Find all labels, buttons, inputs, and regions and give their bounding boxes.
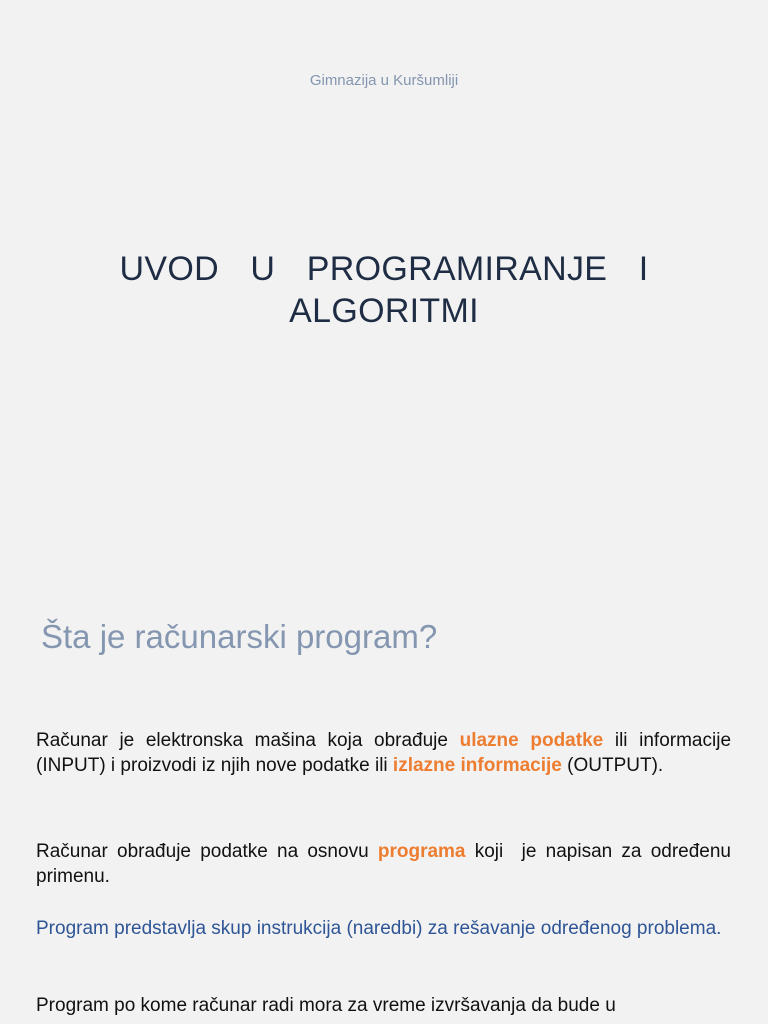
section-heading: Šta je računarski program?	[41, 618, 438, 655]
paragraph-program-definition: Program predstavlja skup instrukcija (naredbi) za rešavanje određenog problema.	[36, 918, 722, 939]
paragraph-program-basis	[36, 839, 737, 889]
school-name: Gimnazija u Kuršumliji	[309, 72, 459, 89]
page-title	[60, 248, 708, 332]
paragraph-text: Računar obrađuje podatke na osnovu	[36, 841, 378, 862]
paragraph-text: Računar je elektronska mašina koja obrađuje	[36, 730, 460, 751]
highlight-output-info: izlazne informacije	[392, 755, 562, 776]
title-line-2: ALGORITMI	[289, 292, 479, 330]
title-line-1: UVOD U PROGRAMIRANJE I	[119, 250, 649, 288]
paragraph-text: koji je napisan za određenu primenu.	[36, 841, 737, 887]
paragraph-input-output	[36, 728, 731, 778]
paragraph-text: ili informacije (INPUT) i proizvodi iz njih nove podatke ili	[36, 730, 732, 776]
highlight-program: programa	[377, 841, 466, 862]
highlight-input-data: ulazne podatke	[459, 730, 604, 751]
paragraph-text: (OUTPUT).	[561, 755, 664, 776]
paragraph-program-execution: Program po kome računar radi mora za vreme izvršavanja da bude u	[36, 995, 616, 1016]
